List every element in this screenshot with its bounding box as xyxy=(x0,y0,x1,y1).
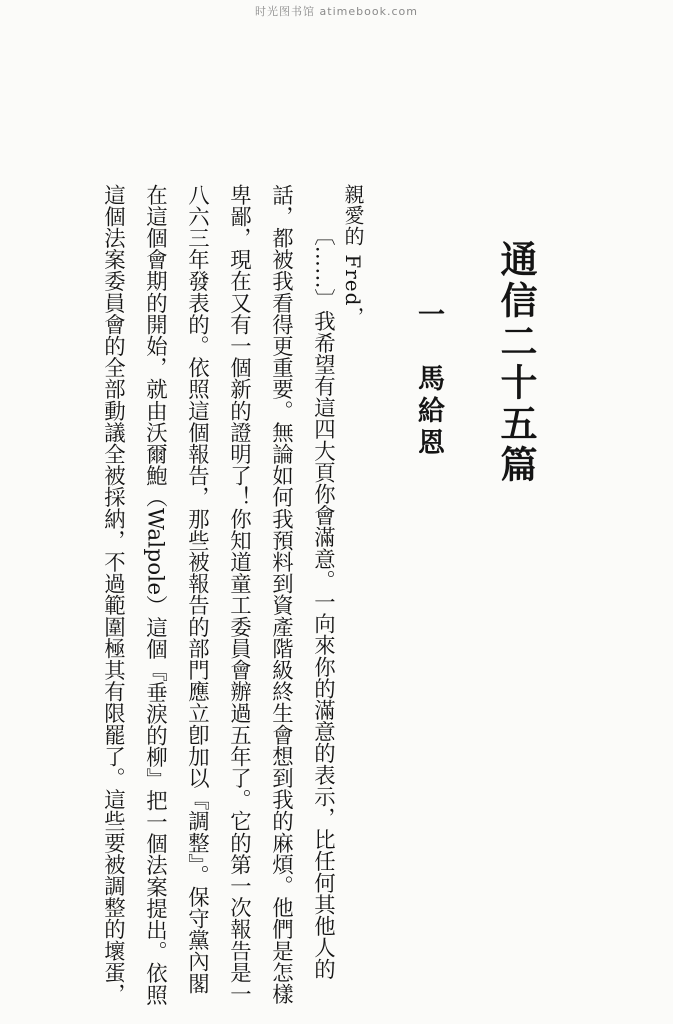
body-column-5: 在這個會期的開始，就由沃爾鮑（Walpole）這個『垂淚的柳』把一個法案提出。依照 xyxy=(142,184,168,1006)
salutation: 親愛的 Fred， xyxy=(341,184,365,328)
body-column-2: 話，都被我看得更重要。無論如何我預料到資產階級終生會想到我的麻煩。他們是怎樣 xyxy=(268,184,294,1005)
body-column-6: 這個法案委員會的全部動議全被採納，不過範圍極其有限罷了。這些要被調整的壞蛋， xyxy=(100,184,126,1005)
chapter-author: 一 馬給恩 xyxy=(413,300,444,460)
body-column-1: 〔……〕我希望有這四大頁你會滿意。一向來你的滿意的表示，比任何其他人的 xyxy=(310,224,336,980)
chapter-title: 通信二十五篇 xyxy=(494,240,538,486)
body-column-4: 八六三年發表的。依照這個報告，那些被報告的部門應立卽加以『調整』。保守黨內閣 xyxy=(184,184,210,995)
body-column-3: 卑鄙，現在又有一個新的證明了！你知道童工委員會辦過五年了。它的第一次報告是一 xyxy=(226,184,252,1005)
watermark: 时光图书馆 atimebook.com xyxy=(255,5,418,18)
